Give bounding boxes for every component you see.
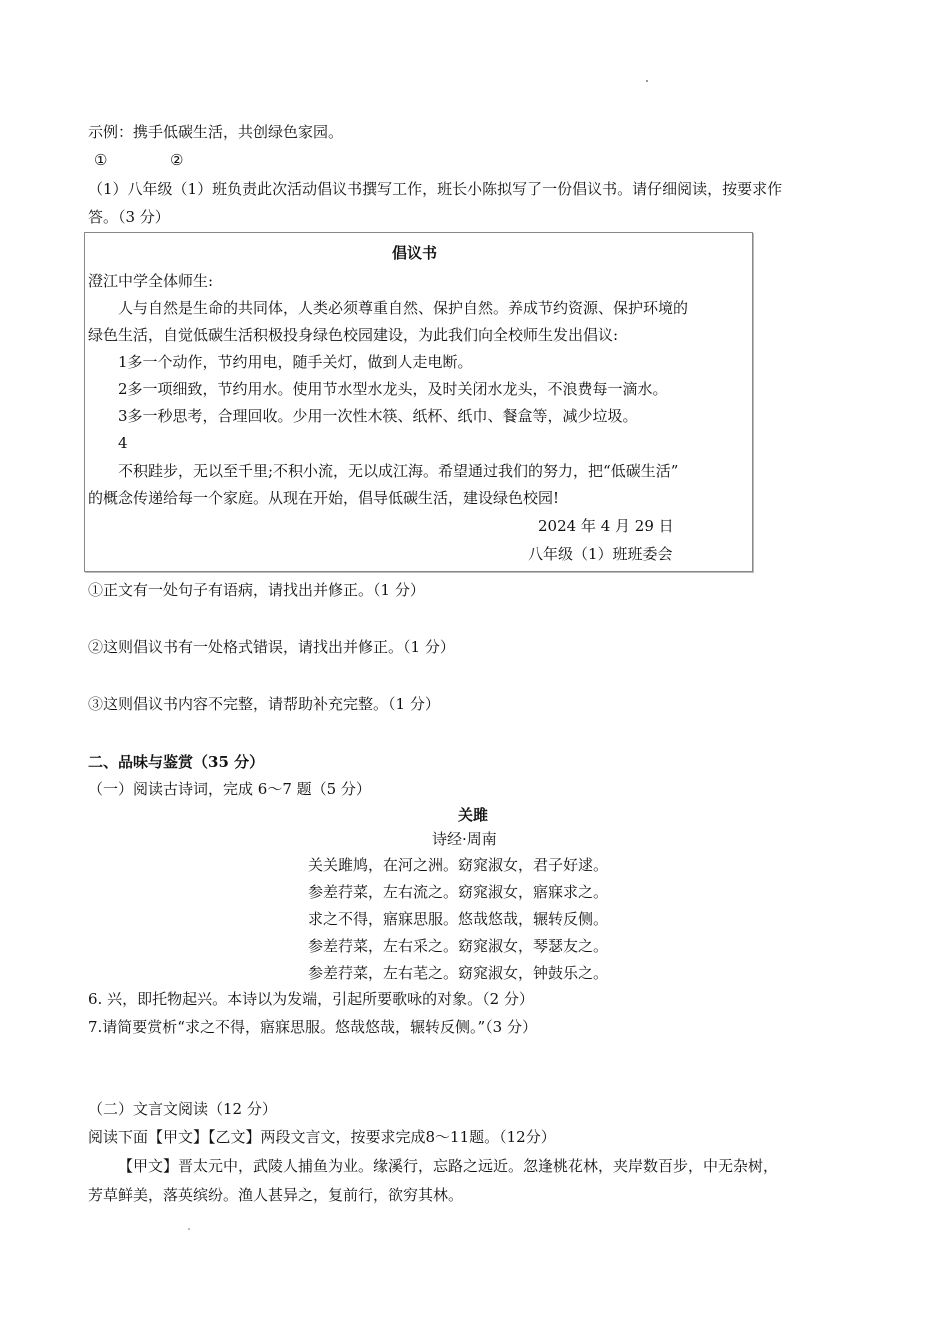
poem-line-5: 参差荇菜，左右芼之。窈窕淑女，钟鼓乐之。 (308, 964, 609, 982)
proposal-closing: 不积跬步，无以至千里;不积小流，无以成江海。希望通过我们的努力，把“低碳生活” (118, 462, 679, 480)
poem-title: 关雎 (458, 806, 489, 824)
poem-line-2: 参差荇菜，左右流之。窈窕淑女，寤寐求之。 (308, 883, 609, 901)
poem-line-1: 关关雎鸠，在河之洲。窈窕淑女，君子好逑。 (308, 856, 609, 874)
proposal-title: 倡议书 (392, 244, 438, 262)
subquestion-1: ①正文有一处句子有语病，请找出并修正。（1 分） (88, 581, 425, 599)
question-1-text: （1）八年级（1）班负责此次活动倡议书撰写工作，班长小陈拟写了一份倡议书。请仔细阅读，按要求作 (88, 180, 783, 198)
subquestion-2: ②这则倡议书有一处格式错误，请找出并修正。（1 分） (88, 638, 455, 656)
question-1-text-cont: 答。（3 分） (88, 208, 170, 226)
proposal-closing-cont: 的概念传递给每一个家庭。从现在开始，倡导低碳生活，建设绿色校园! (88, 489, 560, 507)
poem-author: 诗经·周南 (432, 830, 497, 848)
blank-1: ① (94, 151, 108, 169)
proposal-para1-cont: 绿色生活，自觉低碳生活积极投身绿色校园建设，为此我们向全校师生发出倡议: (88, 326, 619, 344)
jiawen-text-cont: 芳草鲜美，落英缤纷。渔人甚异之，复前行，欲穷其林。 (88, 1186, 464, 1204)
poem-line-4: 参差荇菜，左右采之。窈窕淑女，琴瑟友之。 (308, 937, 609, 955)
proposal-item-1: 1多一个动作，节约用电，随手关灯，做到人走电断。 (118, 353, 473, 371)
section-2-part-2: （二）文言文阅读（12 分） (88, 1100, 277, 1118)
subquestion-3: ③这则倡议书内容不完整，请帮助补充完整。（1 分） (88, 695, 440, 713)
blank-2: ② (170, 151, 184, 169)
proposal-date: 2024 年 4 月 29 日 (538, 517, 674, 535)
proposal-item-3: 3多一秒思考，合理回收。少用一次性木筷、纸杯、纸巾、餐盒等，减少垃圾。 (118, 407, 638, 425)
proposal-item-4: 4 (118, 434, 128, 452)
part-2-intro: 阅读下面【甲文】【乙文】两段文言文，按要求完成8～11题。（12分） (88, 1128, 556, 1146)
example-line: 示例：携手低碳生活，共创绿色家园。 (88, 123, 344, 141)
scan-speck (646, 80, 648, 82)
section-2-part-1: （一）阅读古诗词，完成 6～7 题（5 分） (88, 780, 371, 798)
jiawen-text: 【甲文】晋太元中，武陵人捕鱼为业。缘溪行，忘路之远近。忽逢桃花林，夹岸数百步，中无杂树， (118, 1157, 779, 1175)
proposal-item-2: 2多一项细致，节约用水。使用节水型水龙头，及时关闭水龙头，不浪费每一滴水。 (118, 380, 668, 398)
section-2-heading: 二、品味与鉴赏（35 分） (88, 753, 265, 771)
question-6: 6. 兴，即托物起兴。本诗以为发端，引起所要歌咏的对象。（2 分） (88, 990, 534, 1008)
scan-speck-2 (188, 1228, 190, 1230)
poem-line-3: 求之不得，寤寐思服。悠哉悠哉，辗转反侧。 (308, 910, 609, 928)
question-7: 7.请简要赏析“求之不得，寤寐思服。悠哉悠哉，辗转反侧。”（3 分） (88, 1018, 537, 1036)
proposal-signature: 八年级（1）班班委会 (528, 545, 673, 563)
proposal-salutation: 澄江中学全体师生: (88, 272, 214, 290)
proposal-para1: 人与自然是生命的共同体，人类必须尊重自然、保护自然。养成节约资源、保护环境的 (118, 299, 689, 317)
